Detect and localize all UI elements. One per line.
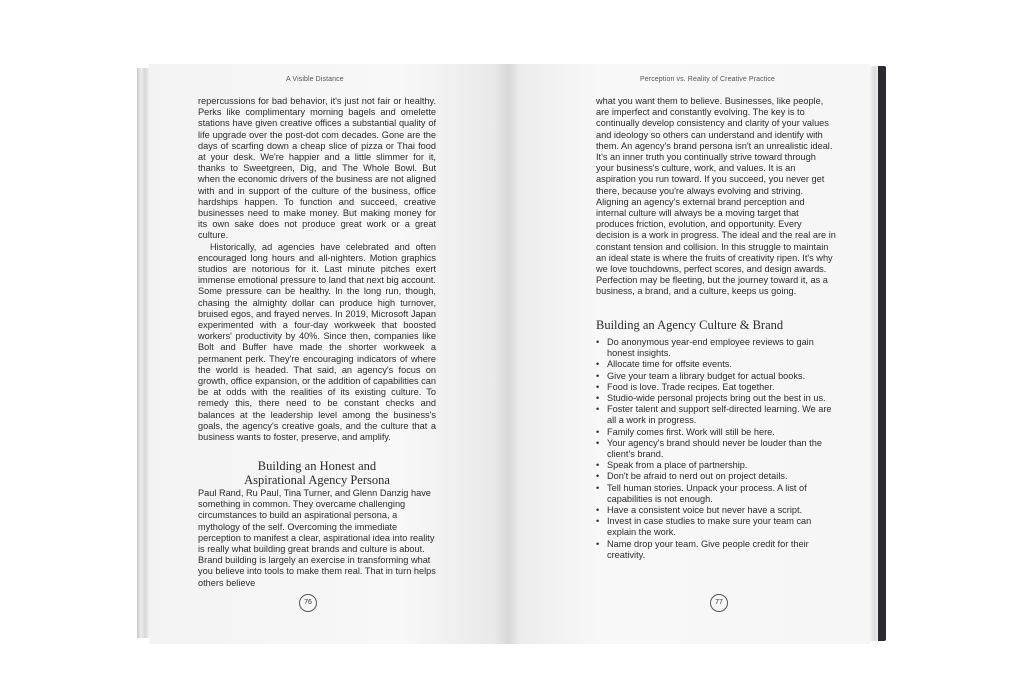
book-cover-edge [878,66,886,641]
list-item: • Invest in case studies to make sure your team can explain the work. [596,516,812,538]
left-body-text [198,96,436,443]
list-item: • Do anonymous year-end employee reviews to gain honest insights. [596,337,814,359]
bullet-icon: • [596,516,600,527]
bullet-icon: • [596,393,600,404]
left-heading-line-1: Building an Honest and [257,459,377,473]
right-running-head: Perception vs. Reality of Creative Practice [640,76,776,83]
bullet-icon: • [596,437,600,448]
bullet-icon: • [596,471,600,482]
list-item: • Allocate time for offsite events. [596,359,732,370]
culture-brand-list [596,337,836,561]
list-item: • Food is love. Trade recipes. Eat together. [596,381,775,392]
bullet-icon: • [596,337,600,347]
left-page-number: 76 [299,594,317,612]
left-paragraph-2: Historically, ad agencies have celebrated and often encouraged long hours and all-nighters. Motion graphics studios are notorious for it. Last minute pitches exert immense emotional pressure to land that next big account. Some pressure can be healthy. In the long run, though, chasing the almighty dollar can produce high turnover, bruised egos, and frayed nerves. In 2019, Microsoft Japan experimented with a four-day workweek that boosted workers' productivity by 40%. Since then, companies like Bolt and Buffer have made the shorter workweek a permanent perk. They're encouraging indicators of where the world is headed. That said, an agency's focus on growth, office expansion, or the addition of capabilities can be at odds with the realities of its existing culture. To remedy this, there need to be constant checks and balances at the leadership level among the business's goals, the agency's creative goals, and the culture that a business wants to foster, preserve, and amplify. [198,241,436,443]
bullet-icon: • [596,460,600,471]
right-body-text [596,96,836,298]
bullet-icon: • [596,359,600,370]
bullet-icon: • [596,370,600,381]
left-page-stack-edge [137,68,149,638]
bullet-icon: • [596,505,600,516]
bullet-icon: • [596,426,600,437]
list-item: • Studio-wide personal projects bring out the best in us. [596,393,826,404]
list-item: • Tell human stories. Unpack your process. A list of capabilities is not enough. [596,482,807,504]
list-item: • Have a consistent voice but never have a script. [596,505,803,516]
left-running-head: A Visible Distance [286,76,344,83]
left-closing-text [198,488,436,589]
bullet-icon: • [596,404,600,415]
right-section-heading: Building an Agency Culture & Brand [596,318,784,332]
list-item: • Your agency's brand should never be louder than the client's brand. [596,437,822,460]
list-item: • Speak from a place of partnership. [596,460,748,471]
left-heading-line-2: Aspirational Agency Persona [244,473,390,487]
bullet-icon: • [596,381,600,392]
bullet-icon: • [596,538,600,549]
list-item: • Give your team a library budget for actual books. [596,370,806,381]
list-item: • Don't be afraid to nerd out on project details. [596,471,788,482]
list-item: • Name drop your team. Give people credit for their creativity. [596,538,809,560]
left-section-heading [198,459,436,487]
list-item: • Foster talent and support self-directed learning. We are all a work in progress. [596,404,832,426]
bullet-icon: • [596,482,600,493]
list-item: • Family comes first. Work will still be here. [596,426,775,437]
right-page-number: 77 [710,594,728,612]
right-paragraph: what you want them to believe. Businesses, like people, are imperfect and constantly evolving. The key is to continually develop consistency and clarity of your values and ideology so others can understand and identify with them. An agency's brand persona isn't an unrealistic ideal. It's an inner truth you continually strive toward through your business's culture, work, and values. It is an aspiration you run toward. If you succeed, you never get there, because you're always evolving and striving. Aligning an agency's external brand perception and internal culture will always be a moving target that produces friction, evolution, and opportunity. Every decision is a work in progress. The ideal and the real are in constant tension and collision. In this struggle to maintain an ideal state is where the fruits of creativity ripen. It's why we love touchdowns, perfect scores, and design awards. Perfection may be fleeting, but the journey toward it, as a business, a brand, and a culture, keeps us going. [596,96,836,297]
left-closing-paragraph: Paul Rand, Ru Paul, Tina Turner, and Glenn Danzig have something in common. They overcame challenging circumstances to build an aspirational persona, a mythology of the self. Overcoming the immediate perception to manifest a clear, aspirational idea into reality is really what building great brands and culture is about. Brand building is largely an exercise in transforming what you believe into tools to make them real. That in turn helps others believe [198,488,436,588]
left-paragraph-1: repercussions for bad behavior, it's just not fair or healthy. Perks like complimentary morning bagels and omelette stations have given creative offices a substantial quality of life upgrade over the post-dot com decades. Gone are the days of scarfing down a cheap slice of pizza or Thai food at your desk. We're happier and a little slimmer for it, thanks to Sweetgreen, Dig, and The Whole Bowl. But when the economic drivers of the business are not aligned with and in support of the culture of the business, office hardships happen. To function and succeed, creative businesses need to make money. But making money for its own sake does not produce great work or a great culture. [198,96,436,241]
